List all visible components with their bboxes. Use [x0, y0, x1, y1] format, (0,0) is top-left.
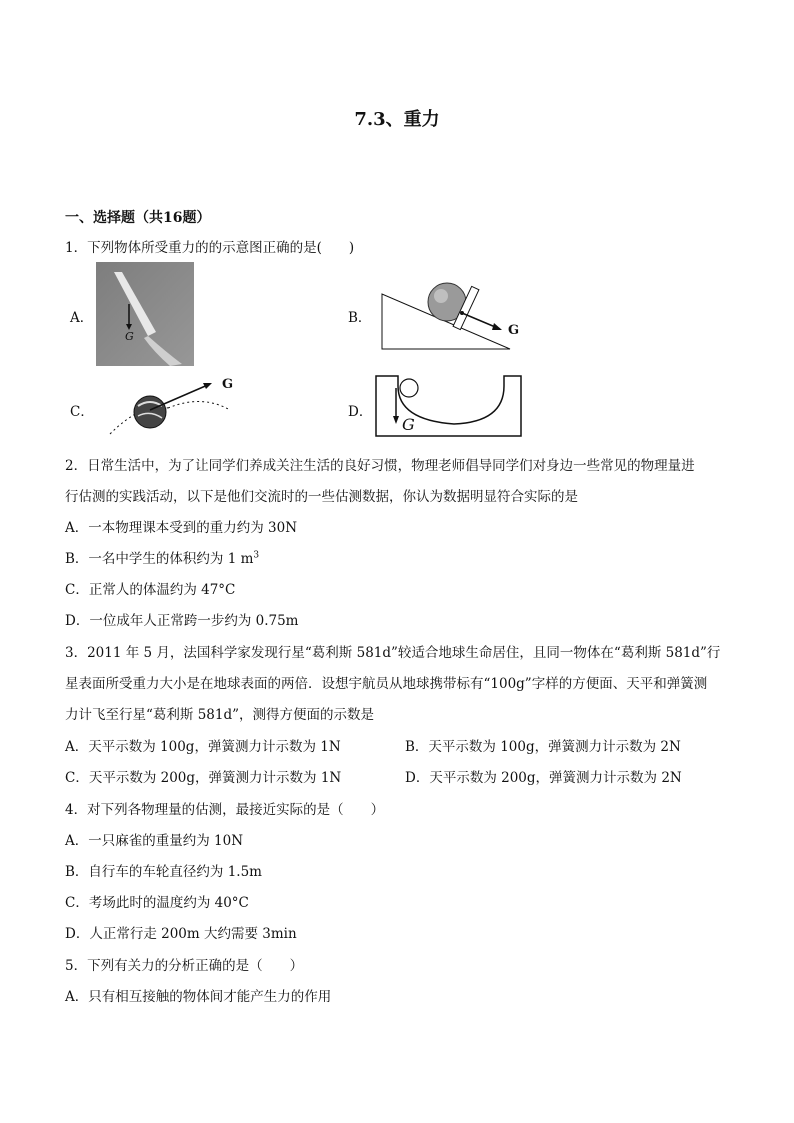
q1-option-d-label: D．: [348, 404, 373, 420]
page-title: 7.3、重力: [354, 109, 440, 130]
bowl-g-label: G: [402, 415, 415, 434]
ball: [134, 396, 166, 428]
question-2-stem-line2: 行估测的实践活动，以下是他们交流时的一些估测数据，你认为数据明显符合实际的是: [65, 489, 578, 505]
bowl-track-figure: [374, 372, 524, 438]
question-2-stem-line1: 2．日常生活中，为了让同学们养成关注生活的良好习惯，物理老师倡导同学们对身边一些常见的物理量进: [65, 458, 695, 474]
q2-option-b: [65, 550, 259, 568]
q2-option-a: A．一本物理课本受到的重力约为 30N: [65, 520, 298, 536]
throw-g-label: G: [222, 377, 234, 392]
q4-option-a: A．一只麻雀的重量约为 10N: [65, 833, 244, 849]
q2-option-c: C．正常人的体温约为 47°C: [65, 582, 236, 598]
q3-option-a: A．天平示数为 100g，弹簧测力计示数为 1N: [65, 739, 341, 755]
q1-option-a-label: A．: [70, 310, 94, 326]
q2-option-b-sup: 3: [253, 550, 260, 561]
q1-option-b-label: B．: [348, 310, 372, 326]
rocket-figure: [96, 262, 194, 366]
incline-g-label: G: [508, 323, 520, 338]
q5-option-a: A．只有相互接触的物体间才能产生力的作用: [65, 989, 332, 1005]
question-3-stem-line3: 力计飞至行星“葛利斯 581d”，测得方便面的示数是: [65, 707, 375, 723]
q3-option-c: C．天平示数为 200g，弹簧测力计示数为 1N: [65, 770, 342, 786]
q1-option-c-label: C．: [70, 404, 94, 420]
q2-option-d: D．一位成年人正常跨一步约为 0.75m: [65, 613, 299, 629]
q4-option-d: D．人正常行走 200m 大约需要 3min: [65, 926, 297, 942]
question-4-stem: 4．对下列各物理量的估测，最接近实际的是（ ）: [65, 802, 385, 818]
small-ball: [400, 379, 418, 397]
q4-option-c: C．考场此时的温度约为 40°C: [65, 895, 249, 911]
q4-option-b: B．自行车的车轮直径约为 1.5m: [65, 864, 262, 880]
section-heading: 一、选择题（共16题）: [65, 210, 211, 226]
ball-throw-figure: [102, 372, 252, 442]
q3-option-d: D．天平示数为 200g，弹簧测力计示数为 2N: [405, 770, 682, 786]
question-5-stem: 5．下列有关力的分析正确的是（ ）: [65, 958, 304, 974]
question-3-stem-line2: 星表面所受重力大小是在地球表面的两倍．设想宇航员从地球携带标有“100g”字样的方便面、天平和弹簧测: [65, 676, 708, 692]
q2-option-b-text: B．一名中学生的体积约为 1 m: [65, 551, 254, 567]
rocket-g-label: G: [125, 330, 134, 343]
incline-ball-figure: [380, 282, 525, 352]
question-1-stem: 1．下列物体所受重力的的示意图正确的是( ): [65, 240, 355, 256]
q3-option-b: B．天平示数为 100g，弹簧测力计示数为 2N: [405, 739, 681, 755]
question-3-stem-line1: 3．2011 年 5 月，法国科学家发现行星“葛利斯 581d”较适合地球生命居住，且同一物体在“葛利斯 581d”行: [65, 645, 721, 661]
